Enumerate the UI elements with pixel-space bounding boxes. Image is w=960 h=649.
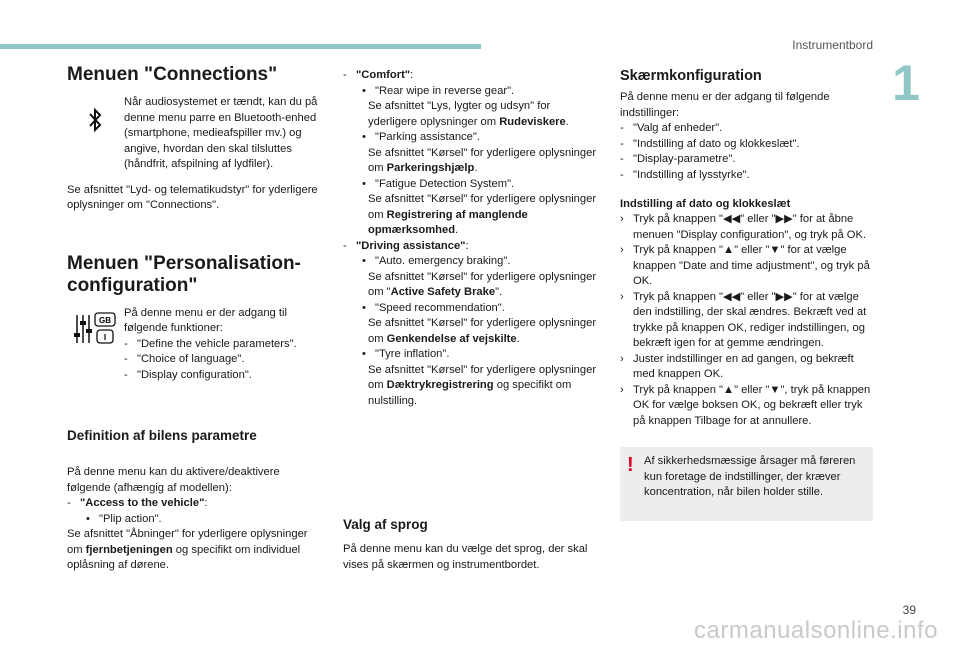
definition-list (67, 496, 319, 527)
i-label: I (103, 332, 106, 342)
step-item: › Tryk på knappen "▲" eller "▼" for at vælge knappen "Date and time adjustment", og tryk på OK. (620, 244, 870, 287)
step-item: › Tryk på knappen "▲" eller "▼", tryk på knappen OK for vælge boksen OK, og bekræft eller tryk på knappen Tilbage for at annullere. (620, 383, 871, 427)
list-item: - "Display-parametre". (620, 153, 736, 165)
list-item: • "Plip action". (86, 512, 162, 525)
warning-box (620, 447, 873, 521)
date-time-title: Indstilling af dato og klokkeslæt (620, 198, 791, 210)
plip-ref: Se afsnittet "Åbninger" for yderligere oplysninger om fjernbetjeningen og specifikt om individuel oplåsning af dørene. (67, 528, 308, 571)
list-item: - "Comfort": • "Rear wipe in reverse gear". Se afsnittet "Lys, lygter og udsyn" for yderligere oplysninger om Rudeviskere. • "Parking assistance". Se afsnittet "Kørsel" for yderligere oplysninger om Parkeringshjælp. • "Fatigue Detection System". Se afsnittet "Kørsel" for yderligere oplysninger om Registrering af manglende opmærksomhed. (343, 69, 597, 236)
chapter-title: Instrumentbord (792, 38, 873, 52)
list-item: • "Speed recommendation". (362, 301, 505, 314)
list-item: • "Tyre inflation". (362, 348, 450, 360)
list-item: • "Fatigue Detection System". (362, 177, 515, 190)
step-item: › Juster indstillinger en ad gangen, og bekræft med knappen OK. (620, 352, 854, 380)
connections-block (67, 95, 319, 173)
list-item: • "Auto. emergency braking". (362, 255, 511, 267)
step-item: › Tryk på knappen "◀◀" eller "▶▶" for at åbne menuen "Display configuration", og tryk på OK. (620, 213, 867, 241)
chapter-number: 1 (892, 55, 920, 111)
list-item: • "Parking assistance". (362, 131, 480, 143)
screen-config-title: Skærmkonfiguration (620, 68, 762, 84)
list-item: - "Choice of language". (124, 353, 245, 365)
connections-text: Når audiosystemet er tændt, kan du på denne menu parre en Bluetooth-enhed (smartphone, medieafspiller mv.) og angive, hvordan den skal tilsluttes (håndfrit, afspilning af lydfiler). (124, 96, 318, 170)
list-item: - "Driving assistance": • "Auto. emergency braking". Se afsnittet "Kørsel" for yderligere oplysninger om "Active Safety Brake". • "Speed recommendation". Se afsnittet "Kørsel" for yderligere oplysninger om Genkendelse af vejskilte. • "Tyre inflation". Se afsnittet "Kørsel" for yderligere oplysninger om Dæktrykregistrering og specifikt om nulstilling. (343, 239, 597, 407)
column-left (67, 64, 319, 574)
date-time-steps (620, 212, 873, 429)
list-item: - "Valg af enheder". (620, 122, 723, 134)
list-item: - "Indstilling af dato og klokkeslæt". (620, 137, 800, 150)
definition-title: Definition af bilens parametre (67, 428, 257, 443)
connections-title: Menuen "Connections" (67, 64, 278, 85)
bluetooth-icon (67, 95, 122, 173)
language-text: På denne menu kan du vælge det sprog, der skal vises på skærmen og instrumentbordet. (343, 543, 588, 571)
list-item: - "Define the vehicle parameters". (124, 337, 297, 350)
gb-label: GB (98, 315, 111, 325)
chapter-color-bar (0, 44, 481, 49)
personalisation-block (67, 306, 319, 384)
screen-config-intro: På denne menu er der adgang til følgende indstillinger: (620, 91, 830, 119)
comfort-list (343, 68, 598, 409)
personalisation-title: Menuen "Personalisation-configuration" (67, 252, 301, 296)
personalisation-intro: På denne menu er der adgang til følgende funktioner: (124, 306, 287, 334)
list-item: - "Display configuration". (124, 368, 252, 381)
watermark: carmanualsonline.info (694, 617, 938, 644)
personalisation-list (124, 337, 319, 384)
personalisation-text (124, 306, 319, 384)
warning-icon: ! (627, 454, 634, 476)
list-item: • "Rear wipe in reverse gear". (362, 84, 515, 97)
page-number: 39 (902, 603, 916, 617)
list-item: - "Access to the vehicle": • "Plip action". (67, 496, 319, 527)
connections-ref: Se afsnittet "Lyd- og telematikudstyr" for yderligere oplysninger om "Connections". (67, 183, 318, 211)
column-middle (343, 68, 598, 571)
column-right (620, 64, 873, 521)
settings-sliders-icon (67, 306, 122, 384)
list-item: - "Indstilling af lysstyrke". (620, 168, 750, 181)
warning-text: Af sikkerhedsmæssige årsager må føreren kun foretage de indstillinger, der kræver koncentration, når bilen holder stille. (644, 455, 856, 498)
step-item: › Tryk på knappen "◀◀" eller "▶▶" for at vælge den indstilling, der skal ændres. Bekræft ved at trykke på knappen OK, rediger indstillingen, og bekræft igen for at gemme ændringen. (620, 290, 867, 349)
language-title: Valg af sprog (343, 517, 428, 532)
definition-intro: På denne menu kan du aktivere/deaktivere følgende (afhængig af modellen): (67, 466, 280, 494)
screen-config-list (620, 121, 873, 183)
